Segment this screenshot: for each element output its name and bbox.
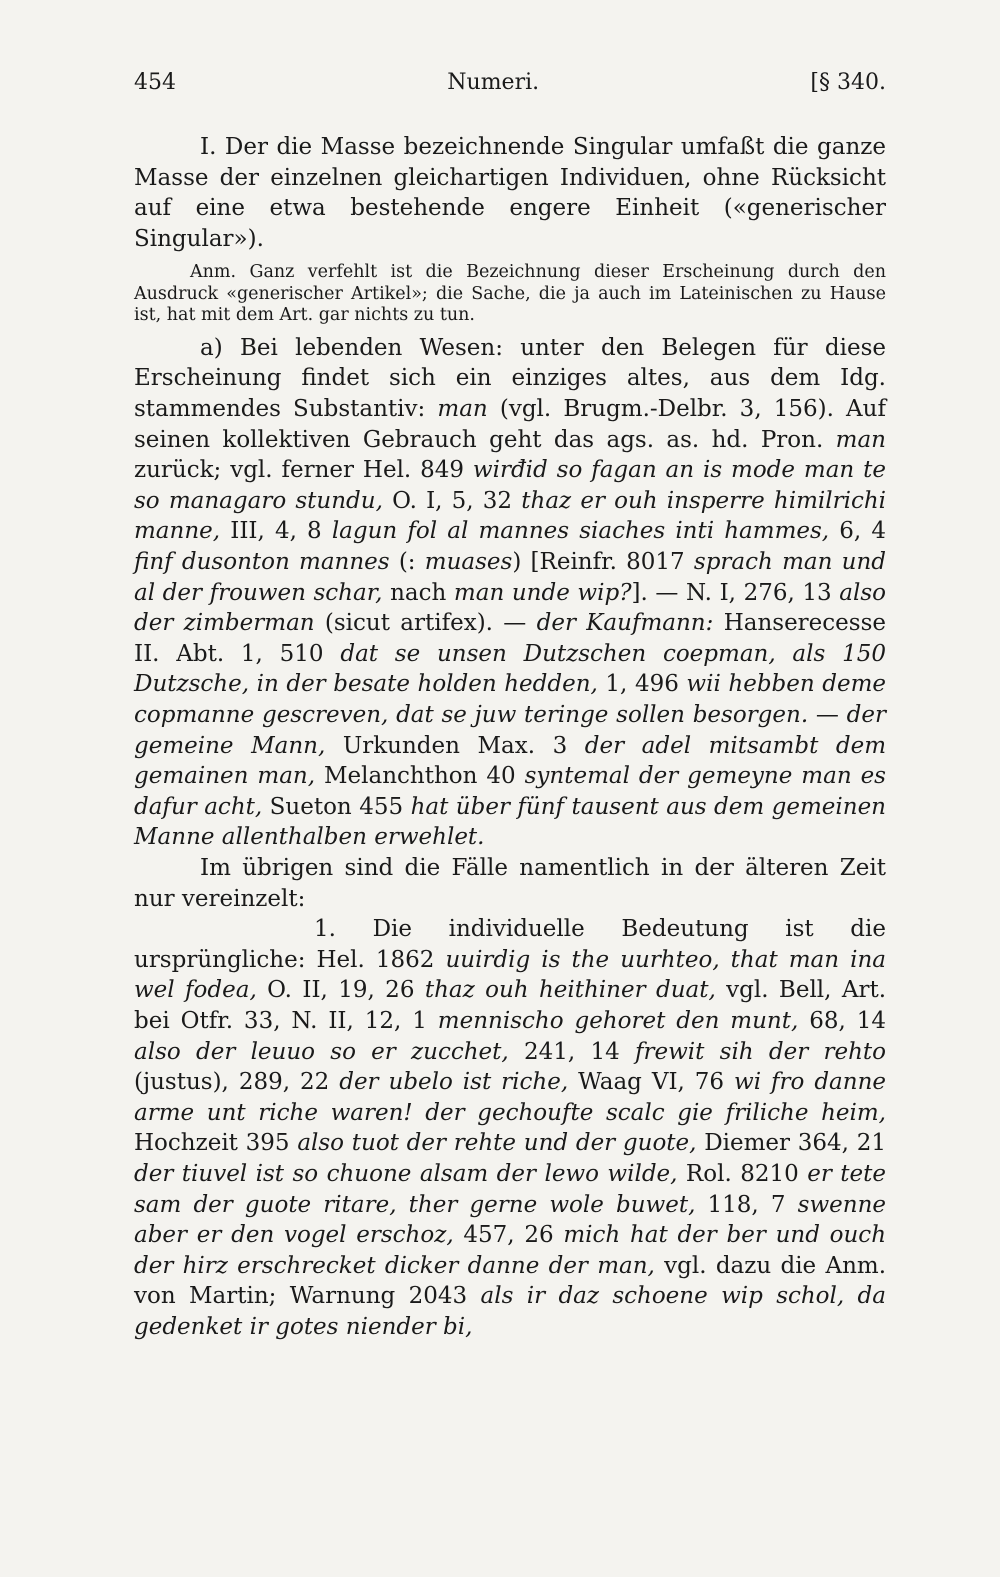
- italic-quotation: hat über fünf tausent aus dem gemeinen Manne allenthalben erwehlet.: [134, 793, 886, 851]
- italic-quotation: der gemeine Mann,: [134, 702, 887, 759]
- text-run: O. II, 19, 26: [256, 977, 425, 1004]
- text-run: 6, 4: [829, 518, 887, 545]
- annotation-note: Anm. Ganz verfehlt ist die Bezeichnung dieser Erscheinung durch den Ausdruck «generischer Artikel»; die Sache, die ja auch im Lateinischen zu Hause ist, hat mit dem Art. gar nichts zu tun.: [134, 262, 886, 326]
- text-run: 68, 14: [798, 1007, 887, 1034]
- italic-quotation: mennischo gehoret den munt,: [437, 1007, 799, 1034]
- italic-quotation: swenne aber er den vogel erschoz,: [134, 1191, 886, 1249]
- running-header: [134, 70, 886, 106]
- italic-quotation: wi fro danne arme unt riche waren! der gechoufte scalc gie friliche heim,: [134, 1069, 887, 1126]
- italic-quotation: sprach man und al der frouwen schar,: [134, 549, 886, 606]
- italic-quotation: dat se unsen Dutzschen coepman, als 150 Dutzsche, in der besate holden hedden,: [134, 640, 886, 698]
- italic-quotation: lagun fol al mannes siaches inti hammes,: [331, 518, 830, 545]
- text-run: (sicut artifex). —: [314, 610, 537, 637]
- text-run: ]. — N. I, 276, 13: [631, 579, 840, 606]
- italic-quotation: man unde wip?: [453, 579, 632, 606]
- italic-quotation: also der leuuo so er zucchet,: [134, 1038, 509, 1065]
- italic-quotation: thaz ouh heithiner duat,: [424, 977, 716, 1004]
- body-text: [134, 132, 886, 1342]
- italic-quotation: wirđid so fagan an is mode man te so managaro stundu,: [134, 457, 886, 514]
- italic-quotation: thaz er ouh insperre himilrichi manne,: [134, 487, 886, 545]
- section-reference: [§ 340.: [810, 70, 886, 95]
- italic-quotation: der Kaufmann:: [536, 610, 714, 637]
- italic-quotation: er tete sam der guote ritare, ther gerne wole buwet,: [134, 1160, 886, 1218]
- paragraph-generic-singular: I. Der die Masse bezeichnende Singular umfaßt die ganze Masse der einzelnen gleichartigen Individuen, ohne Rücksicht auf eine etwa bestehende engere Einheit («generischer Singular»).: [134, 134, 886, 252]
- italic-quotation: wii hebben deme copmanne gescreven, dat se juw teringe sollen besorgen.: [134, 671, 887, 728]
- text-run: ) [Reinfr. 8017: [512, 549, 694, 576]
- italic-quotation: also der zimberman: [134, 579, 886, 637]
- italic-quotation: der ubelo ist riche,: [339, 1069, 569, 1096]
- italic-quotation: man: [835, 426, 886, 453]
- italic-quotation: man: [437, 396, 488, 423]
- text-run: Hochzeit 395: [134, 1130, 298, 1157]
- italic-quotation: also tuot der rehte und der guote,: [297, 1130, 697, 1157]
- italic-quotation: muases: [424, 549, 513, 576]
- text-run: 1, 496: [597, 671, 687, 698]
- text-run: (:: [389, 549, 425, 576]
- text-run: (vgl. Brugm.-Delbr. 3, 156). Auf seinen kollektiven Gebrauch geht das ags. as. hd. Pron.: [134, 396, 886, 453]
- text-run: III, 4, 8: [220, 518, 332, 545]
- text-run: Waag VI, 76: [568, 1069, 735, 1096]
- italic-quotation: der adel mitsambt dem gemainen man,: [134, 732, 887, 790]
- text-run: 241, 14: [508, 1038, 635, 1065]
- text-run: (justus), 289, 22: [134, 1069, 340, 1096]
- italic-quotation: uuirdig is the uurhteo, that man ina wel fodea,: [134, 946, 886, 1004]
- text-run: O. I, 5, 32: [382, 487, 522, 514]
- paragraph-living-beings: [134, 333, 886, 853]
- italic-quotation: als ir daz schoene wip schol, da gedenket ir gotes niender bi,: [134, 1283, 886, 1340]
- paragraph-remaining-cases: Im übrigen sind die Fälle namentlich in der älteren Zeit nur vereinzelt:: [134, 854, 886, 912]
- italic-quotation: der tiuvel ist so chuone alsam der lewo wilde,: [134, 1160, 678, 1187]
- text-run: vgl. dazu die Anm. von Martin; Warnung 2043: [134, 1252, 887, 1310]
- text-run: 118, 7: [695, 1191, 798, 1218]
- paragraph-individual-meaning: [134, 914, 886, 1342]
- book-page: [134, 70, 886, 1342]
- text-run: 1. Die individuelle Bedeutung ist die ursprüngliche: Hel. 1862: [134, 916, 886, 973]
- page-number: 454: [134, 70, 176, 95]
- italic-quotation: mich hat der ber und ouch der hirz erschrecket dicker danne der man,: [134, 1222, 887, 1279]
- text-run: Rol. 8210: [677, 1160, 808, 1187]
- italic-quotation: syntemal der gemeyne man es dafur acht,: [134, 763, 886, 820]
- text-run: Melanchthon 40: [315, 763, 525, 790]
- text-run: zurück; vgl. ferner Hel. 849: [134, 457, 473, 484]
- running-title: Numeri.: [447, 70, 540, 95]
- text-run: Urkunden Max. 3: [325, 732, 585, 759]
- text-run: nach: [382, 579, 454, 606]
- text-run: a) Bei lebenden Wesen: unter den Belegen für diese Erscheinung findet sich ein einziges altes, aus dem Idg. stammendes Substantiv:: [134, 334, 886, 423]
- text-run: 457, 26: [453, 1222, 564, 1249]
- text-run: Diemer 364, 21: [696, 1130, 886, 1157]
- italic-quotation: finf dusonton mannes: [134, 549, 390, 576]
- text-run: Sueton 455: [262, 793, 411, 820]
- text-run: —: [808, 702, 847, 728]
- text-run: vgl. Bell, Art. bei Otfr. 33, N. II, 12, 1: [134, 977, 887, 1034]
- text-run: Hanserecesse II. Abt. 1, 510: [134, 610, 887, 667]
- italic-quotation: frewit sih der rehto: [634, 1038, 886, 1065]
